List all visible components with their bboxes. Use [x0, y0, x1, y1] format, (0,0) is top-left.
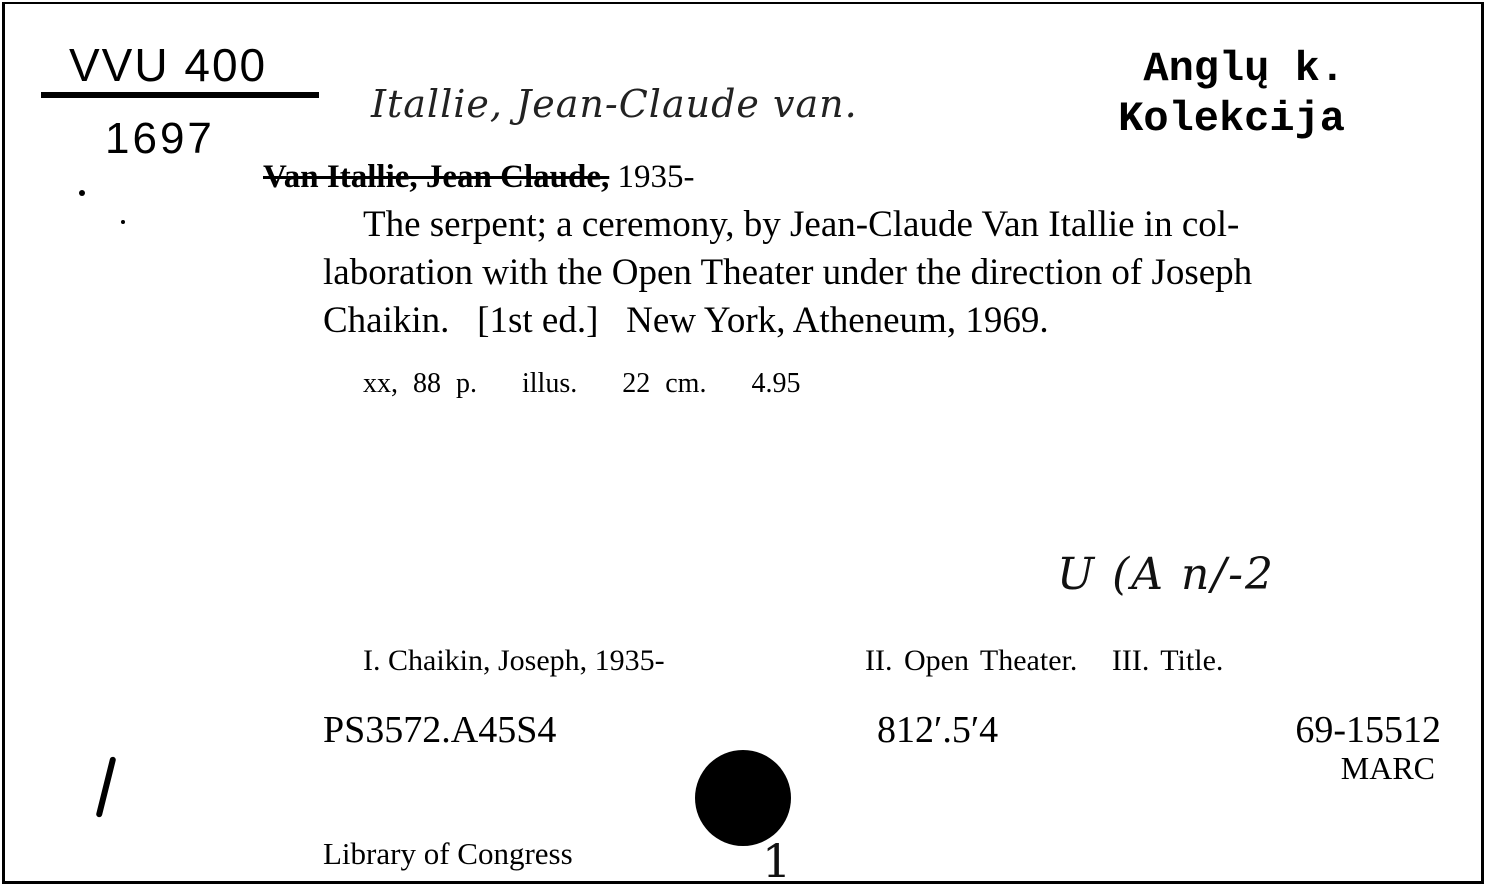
description: [323, 201, 1463, 345]
struck-heading-dates: 1935-: [617, 159, 695, 195]
description-line-3: Chaikin. [1st ed.] New York, Atheneum, 1969.: [323, 300, 1049, 341]
description-line-2: laboration with the Open Theater under the direction of Joseph: [323, 252, 1253, 293]
pen-stroke-mark: [96, 756, 117, 818]
tracing-1: I. Chaikin, Joseph, 1935-: [363, 644, 665, 677]
dewey-number: 812′.5′4: [877, 709, 999, 751]
struck-heading: [263, 159, 695, 196]
lc-call-number: PS3572.A45S4: [323, 709, 557, 751]
shelf-mark: VVU 400: [69, 39, 268, 91]
accession-number: 1697: [105, 114, 215, 163]
handwritten-note: U (A n/-2: [1057, 549, 1276, 600]
punch-hole: [695, 750, 791, 846]
marc-label: MARC: [1340, 750, 1435, 786]
collection-label: [1118, 44, 1345, 144]
ink-speck: [121, 220, 125, 224]
collection-line-2: Kolekcija: [1118, 95, 1345, 143]
description-line-1: The serpent; a ceremony, by Jean-Claude Van Itallie in col-: [363, 204, 1240, 245]
ink-speck: [79, 190, 85, 196]
shelf-mark-underline: [41, 92, 319, 98]
struck-heading-name: Van Itallie, Jean Claude,: [263, 159, 610, 195]
tracing-2: II. Open Theater. III. Title.: [865, 644, 1224, 677]
card-number: 69-15512: [1295, 709, 1441, 751]
collation: xx, 88 p. illus. 22 cm. 4.95: [363, 368, 801, 399]
catalog-card: [2, 2, 1484, 888]
library-name: Library of Congress: [323, 836, 573, 871]
handwritten-heading: Itallie, Jean-Claude van.: [371, 82, 858, 126]
collection-line-1: Anglų k.: [1143, 45, 1345, 93]
handwritten-mark: 1: [762, 834, 792, 888]
